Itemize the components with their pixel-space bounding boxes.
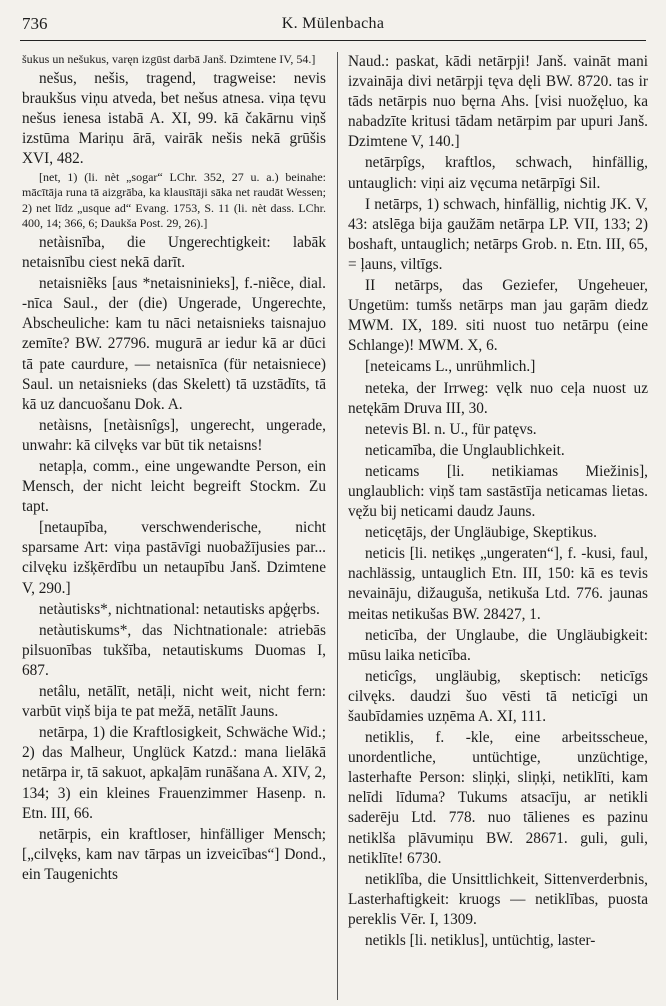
entry-text: Naud.: paskat, kādi netārpji! Janš. vaināt mani izvaināja divi netārpji tęva dęli BW. 8720. tas ir tāds netārpis nuo bęrna Ahs. [visi nuožęluo, ka nabadzīte kritusi tādam netārpim par upuri Janš. Dzimtene V, 140.] [348, 53, 648, 151]
dictionary-entry [348, 441, 648, 461]
dictionary-entry [348, 728, 648, 869]
dictionary-entry [348, 667, 648, 727]
entry-text: netàisns, [netàisnîgs], ungerecht, ungerade, unwahr: kā cilvęks var būt tik netaisns! [22, 416, 326, 454]
entry-text: neticamība, die Unglaublichkeit. [365, 441, 565, 459]
entry-text: nešus, nešis, tragend, tragweise: nevis braukšus viņu atveda, bet nešus atnesa. viņa tęvu nešus ienesa istabā A. XI, 99. kā čakārnu viņš izstūma Mariņu ārā, vairāk nešis nekā grūšis XVI, 482. [22, 69, 326, 167]
entry-text: neteka, der Irrweg: vęlk nuo ceļa nuost uz netękām Druva III, 30. [348, 379, 648, 417]
right-column [348, 52, 648, 1000]
entry-text: netārpa, 1) die Kraftlosigkeit, Schwäche Wid.; 2) das Malheur, Unglück Katzd.: mana lielākā netārpa ir, tā sakuot, apkaļām runāšana A. XIV, 2, 134; 3) ein kleines Frauenzimmer Hasenp. n. Etn. III, 66. [22, 724, 326, 822]
dictionary-entry [22, 170, 326, 232]
entry-text: šukus un nešukus, varęn izgūst darbā Janš. Dzimtene IV, 54.] [22, 52, 316, 66]
dictionary-entry [348, 52, 648, 152]
entry-text: [net, 1) (li. nèt „sogar“ LChr. 352, 27 u. a.) beinahe: mācītāja runa tā aizgrāba, ka klausītāji sāka net raudāt Wessen; 2) net līdz „usque ad“ Evang. 1753, S. 11 (li. nèt dass. LChr. 400, 14; 366, 6; Daukša Post. 29, 26).] [22, 169, 326, 231]
dictionary-entry [348, 195, 648, 275]
dictionary-entry [22, 233, 326, 273]
entry-text: netàutiskums*, das Nichtnationale: atriebās pilsuonības tukšība, netautiskums Duomas I, 687. [22, 621, 326, 679]
dictionary-entry [22, 457, 326, 517]
dictionary-entry [348, 153, 648, 193]
entry-text: netārpîgs, kraftlos, schwach, hinfällig, untauglich: viņi aiz vęcuma netārpīgi Sil. [348, 154, 648, 192]
dictionary-entry [22, 600, 326, 620]
entry-text: netâlu, netālīt, netāļi, nicht weit, nicht fern: varbūt viņš bija te pat mežā, netālīt Jauns. [22, 683, 326, 721]
column-divider [337, 52, 338, 1000]
entry-text: II netārps, das Geziefer, Ungeheuer, Ungetüm: tumšs netārps man jau gaŗām diedz MWM. IX, 189. siti nuost tuo netārpu (eine Schlange)! MWM. X, 6. [348, 277, 648, 355]
entry-text: neticība, der Unglaube, die Ungläubigkeit: mūsu laika neticība. [348, 626, 648, 664]
dictionary-entry [22, 621, 326, 681]
entry-text: [netaupība, verschwenderische, nicht sparsame Art: viņa pastāvīgi nuobažījusies par... cilvęku izšķērdību un netaupību Janš. Dzimtene V, 290.] [22, 519, 326, 597]
dictionary-entry [348, 544, 648, 624]
entry-text: neticis [li. netikęs „ungeraten“], f. -kusi, faul, nachlässig, untauglich Etn. III, 150: kā es tevis nevaināju, dižauguša, netikuša Ltd. 776. jaunas meitas netikušas BW. 28427, 1. [348, 545, 648, 623]
dictionary-entry [22, 682, 326, 722]
entry-text: netàutisks*, nichtnational: netautisks apģęrbs. [39, 600, 320, 618]
entry-text: netevis Bl. n. U., für patęvs. [365, 420, 537, 438]
entry-text: neticams [li. netikiamas Miežinis], unglaublich: viņš tam sastāstīja neticamas lietas. vęžu bij neticami daudz Jauns. [348, 462, 648, 521]
dictionary-entry [348, 420, 648, 440]
dictionary-entry [348, 462, 648, 522]
page-header [20, 8, 646, 41]
entry-text: netiklis, f. -kle, eine arbeitsscheue, unordentliche, untüchtige, unzüchtige, lasterhafte Person: sliņķi, sliņķi, netiklīti, kam nelīdi līduma? Tukums atsacīju, ar netikli saderēju Ltd. 778. nuo tālienes es pazinu netiklša plāvumiņu BW. 28671. guli, guli, netiklīte! 6730. [348, 729, 648, 867]
entry-text: [neteicams L., unrühmlich.] [365, 358, 536, 376]
entry-text: I netārps, 1) schwach, hinfällig, nichtig JK. V, 43: atslēga bija gaužām netārpa LP. VII, 133; 2) boshaft, untauglich; netārps Grob. n. Etn. III, 65, = ļauns, viltīgs. [348, 195, 648, 273]
dictionary-entry [22, 518, 326, 598]
entry-text: netiklîba, die Unsittlichkeit, Sittenverderbnis, Lasterhaftigkeit: kruogs — netiklības, puosta pereklis Vēr. I, 1309. [348, 870, 648, 928]
entry-text: netaisniẽks [aus *netaisninieks], f.-niẽce, dial. -nīca Saul., der (die) Ungerade, Ungerechte, Abscheuliche: kam tu nāci netaisnieks taisnajuo zemīte? BW. 27796. mugurā ar iedur kā ar dūci tā pate caurdure, — netaisnīca (für netaisniece) Saul. un netaisnieks (das Skelett) tā uzstādīts, tā kā uz dancuošanu Dok. A. [22, 275, 326, 413]
dictionary-entry [22, 69, 326, 169]
dictionary-entry [348, 523, 648, 543]
dictionary-entry [348, 379, 648, 419]
entry-text: netapļa, comm., eine ungewandte Person, ein Mensch, der nicht leicht begreift Stockm. Zu tapt. [22, 458, 326, 516]
dictionary-entry [348, 276, 648, 356]
entry-text: neticętājs, der Ungläubige, Skeptikus. [365, 524, 597, 542]
running-head: K. Mülenbacha [281, 15, 385, 32]
dictionary-entry [22, 416, 326, 456]
left-column [22, 52, 326, 1000]
dictionary-entry [22, 52, 326, 68]
entry-text: netārpis, ein kraftloser, hinfälliger Mensch; [„cilvęks, kam nav tārpas un izveicības“] Dond., ein Taugenichts [22, 825, 326, 883]
dictionary-entry [22, 825, 326, 885]
dictionary-entry [348, 357, 648, 377]
dictionary-entry [22, 723, 326, 823]
dictionary-entry [348, 931, 648, 951]
entry-text: netàisnība, die Ungerechtigkeit: labāk netaisnību ciest nekā darīt. [22, 233, 326, 272]
dictionary-entry [348, 626, 648, 666]
entry-text: neticîgs, ungläubig, skeptisch: neticīgs cilvęks. daudzi šuo vēsti tā neticīgi un šaubīdamies uzņēma A. XI, 111. [348, 667, 648, 725]
entry-text: netikls [li. netiklus], untüchtig, laster- [365, 932, 596, 950]
dictionary-entry [22, 274, 326, 415]
dictionary-entry [348, 870, 648, 930]
page-number: 736 [22, 14, 48, 33]
